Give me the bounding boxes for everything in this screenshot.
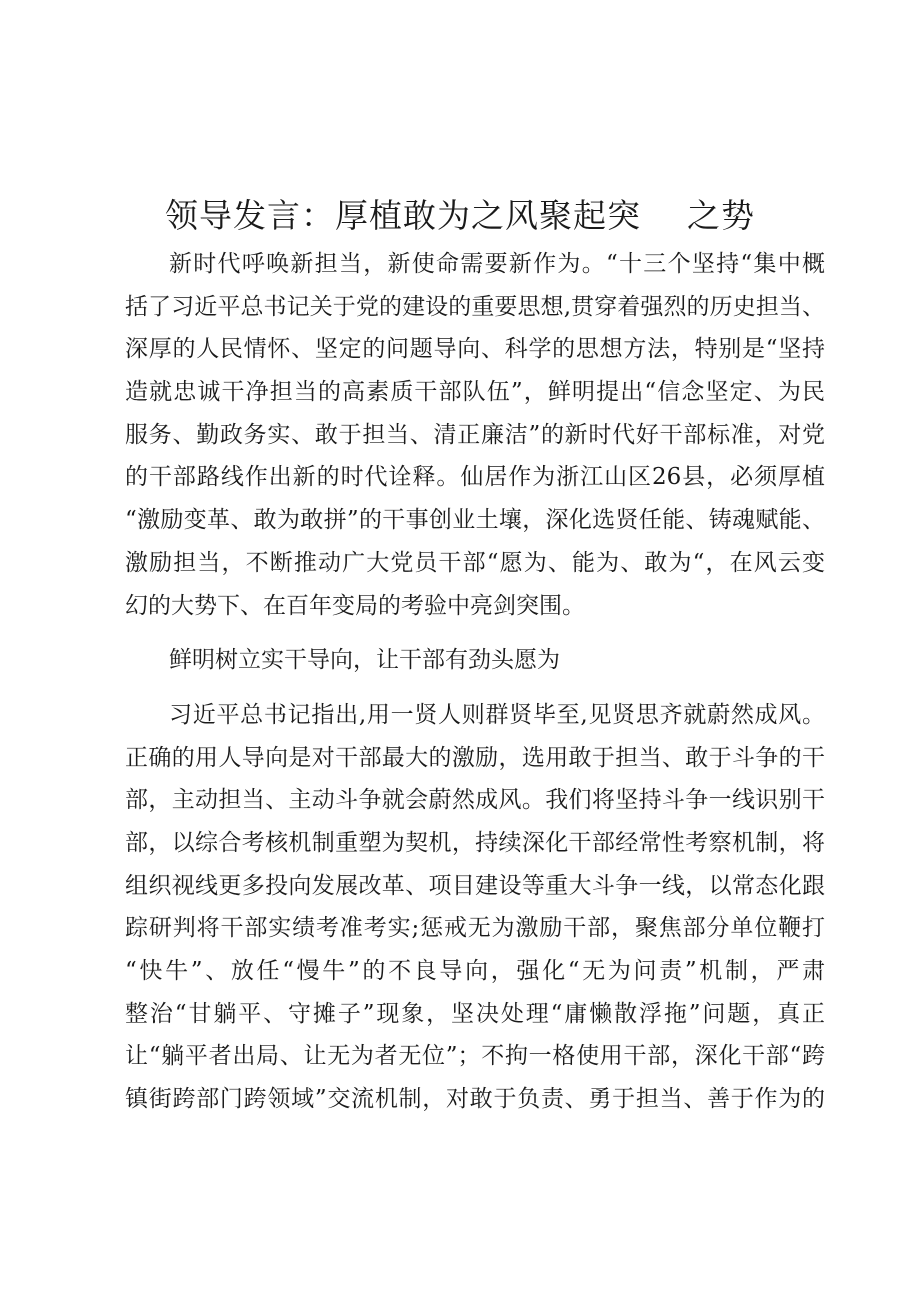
- paragraph-line: 服务、勤政务实、敢于担当、清正廉洁”的新时代好干部标准，对党: [125, 421, 825, 448]
- paragraph-line: 幻的大势下、在百年变局的考验中亮剑突围。: [125, 592, 585, 619]
- paragraph-line: 部，主动担当、主动斗争就会蔚然成风。我们将坚持斗争一线识别干: [125, 787, 825, 814]
- paragraph-line: 组织视线更多投向发展改革、项目建设等重大斗争一线，以常态化跟: [125, 872, 825, 899]
- paragraph-line: 踪研判将干部实绩考准考实;惩戒无为激励干部，聚焦部分单位鞭打: [125, 915, 825, 942]
- paragraph-2: [125, 694, 825, 1121]
- paragraph-line: 括了习近平总书记关于党的建设的重要思想,贯穿着强烈的历史担当、: [125, 293, 825, 320]
- paragraph-line: 造就忠诚干净担当的高素质干部队伍”，鲜明提出“信念坚定、为民: [125, 379, 825, 406]
- paragraph-1: [125, 243, 825, 627]
- paragraph-line: 整治“甘躺平、守摊子”现象，坚决处理“庸懒散浮拖”问题，真正: [125, 1000, 825, 1027]
- paragraph-line: 新时代呼唤新担当，新使命需要新作为。“十三个坚持“集中概: [169, 251, 825, 277]
- paragraph-line: 激励担当，不断推动广大党员干部“愿为、能为、敢为“，在风云变: [125, 549, 825, 576]
- paragraph-line: 的干部路线作出新的时代诠释。仙居作为浙江山区26县，必须厚植: [125, 464, 825, 491]
- paragraph-line: 习近平总书记指出,用一贤人则群贤毕至,见贤思齐就蔚然成风。: [169, 701, 825, 728]
- paragraph-spacer: [125, 682, 825, 694]
- paragraph-spacer: [125, 627, 825, 639]
- section-heading: 鲜明树立实干导向，让干部有劲头愿为: [169, 647, 560, 674]
- paragraph-line: “激励变革、敢为敢拼”的干事创业土壤，深化选贤任能、铸魂赋能、: [125, 507, 825, 534]
- paragraph-line: 让“躺平者出局、让无为者无位”；不拘一格使用干部，深化干部“跨: [125, 1043, 825, 1070]
- document-body: [125, 243, 825, 1121]
- paragraph-line: 深厚的人民情怀、坚定的问题导向、科学的思想方法，特别是“坚持: [125, 336, 825, 363]
- paragraph-line: “快牛”、放任“慢牛”的不良导向，强化“无为问责”机制，严肃: [125, 958, 825, 984]
- paragraph-line: 镇街跨部门跨领域”交流机制，对敢于负责、勇于担当、善于作为的: [125, 1086, 825, 1113]
- paragraph-line: 部，以综合考核机制重塑为契机，持续深化干部经常性考察机制，将: [125, 829, 825, 856]
- paragraph-line: 正确的用人导向是对干部最大的激励，选用敢于担当、敢于斗争的干: [125, 744, 825, 771]
- document-title: 领导发言：厚植敢为之风聚起突 之势: [165, 196, 755, 235]
